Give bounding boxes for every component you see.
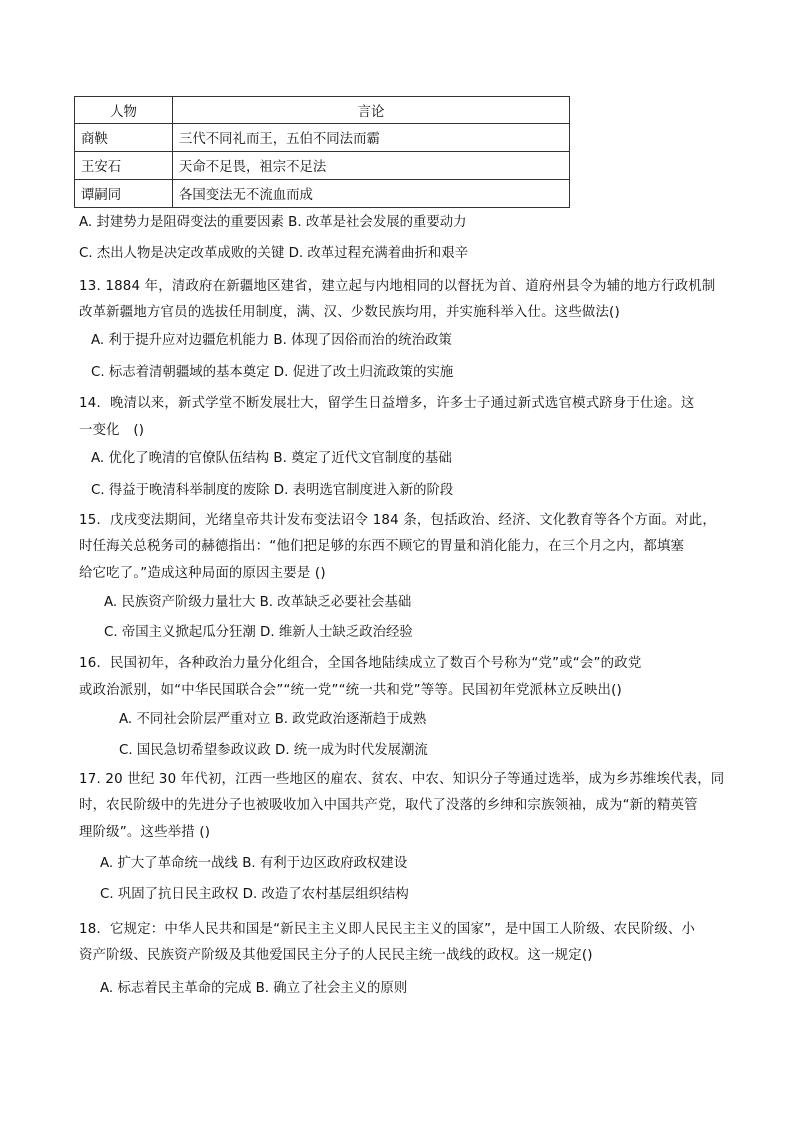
q15-options-ab: A. 民族资产阶级力量壮大 B. 改革缺乏必要社会基础 <box>104 595 412 610</box>
table-cell-person: 王安石 <box>75 152 173 180</box>
q13-stem-line1: 13. 1884 年，清政府在新疆地区建省，建立起与内地相同的以督抚为首、道府州县令为辅的地方行政机制 <box>79 279 716 294</box>
q15-stem-line3: 给它吃了。”造成这种局面的原因主要是 () <box>79 566 326 581</box>
q12-options-cd: C. 杰出人物是决定改革成败的关键 D. 改革过程充满着曲折和艰辛 <box>79 246 469 261</box>
q14-stem-line1: 14．晚清以来，新式学堂不断发展壮大，留学生日益增多，许多士子通过新式选官模式跻身于仕途。这 <box>79 396 695 411</box>
q14-stem-line2: 一变化 () <box>79 423 145 438</box>
q17-options-cd: C. 巩固了抗日民主政权 D. 改造了农村基层组织结构 <box>100 887 409 902</box>
q16-stem-line1: 16．民国初年，各种政治力量分化组合，全国各地陆续成立了数百个号称为“党”或“会”的政党 <box>79 656 642 671</box>
table-row <box>75 124 570 152</box>
q13-options-cd: C. 标志着清朝疆域的基本奠定 D. 促进了改土归流政策的实施 <box>91 365 454 380</box>
header-statement: 言论 <box>173 97 570 124</box>
q16-stem-line2: 或政治派别，如“中华民国联合会”“统一党”“统一共和党”等等。民国初年党派林立反映出() <box>79 683 622 698</box>
header-person: 人物 <box>75 97 173 124</box>
table-cell-person: 谭嗣同 <box>75 180 173 208</box>
q17-options-ab: A. 扩大了革命统一战线 B. 有利于边区政府政权建设 <box>100 856 408 871</box>
q17-stem-line2: 时，农民阶级中的先进分子也被吸收加入中国共产党，取代了没落的乡绅和宗族领袖，成为“新的精英管 <box>79 798 698 813</box>
q15-stem-line1: 15．戊戌变法期间，光绪皇帝共计发布变法诏令 184 条，包括政治、经济、文化教育等各个方面。对此， <box>79 513 716 528</box>
q16-options-ab: A. 不同社会阶层严重对立 B. 政党政治逐渐趋于成熟 <box>119 712 427 727</box>
table-header-row <box>75 97 570 124</box>
q14-options-ab: A. 优化了晚清的官僚队伍结构 B. 奠定了近代文官制度的基础 <box>91 451 452 466</box>
table-cell-statement: 各国变法无不流血而成 <box>173 180 570 208</box>
table-row <box>75 152 570 180</box>
q17-stem-line1: 17. 20 世纪 30 年代初，江西一些地区的雇农、贫农、中农、知识分子等通过选举，成为乡苏维埃代表，同 <box>79 772 725 787</box>
q16-options-cd: C. 国民急切希望参政议政 D. 统一成为时代发展潮流 <box>119 743 428 758</box>
table-cell-statement: 三代不同礼而王，五伯不同法而霸 <box>173 124 570 152</box>
q18-stem-line2: 资产阶级、民族资产阶级及其他爱国民主分子的人民民主统一战线的政权。这一规定() <box>79 948 593 963</box>
q15-options-cd: C. 帝国主义掀起瓜分狂潮 D. 维新人士缺乏政治经验 <box>104 625 413 640</box>
q15-stem-line2: 时任海关总税务司的赫德指出：“他们把足够的东西不顾它的胃量和消化能力，在三个月之内，都填塞 <box>79 539 685 554</box>
q14-options-cd: C. 得益于晚清科举制度的废除 D. 表明选官制度进入新的阶段 <box>91 483 454 498</box>
table-row <box>75 180 570 208</box>
q18-options-ab: A. 标志着民主革命的完成 B. 确立了社会主义的原则 <box>100 981 408 996</box>
table-cell-statement: 天命不足畏，祖宗不足法 <box>173 152 570 180</box>
q13-stem-line2: 改革新疆地方官员的选拔任用制度，满、汉、少数民族均用，并实施科举入仕。这些做法() <box>79 305 620 320</box>
table-cell-person: 商鞅 <box>75 124 173 152</box>
q18-stem-line1: 18．它规定：中华人民共和国是“新民主主义即人民民主主义的国家”，是中国工人阶级、农民阶级、小 <box>79 922 696 937</box>
q17-stem-line3: 理阶级”。这些举措 () <box>79 825 211 840</box>
quotes-table <box>74 96 570 208</box>
q13-options-ab: A. 利于提升应对边疆危机能力 B. 体现了因俗而治的统治政策 <box>91 333 452 348</box>
q12-options-ab: A. 封建势力是阻碍变法的重要因素 B. 改革是社会发展的重要动力 <box>79 215 467 230</box>
